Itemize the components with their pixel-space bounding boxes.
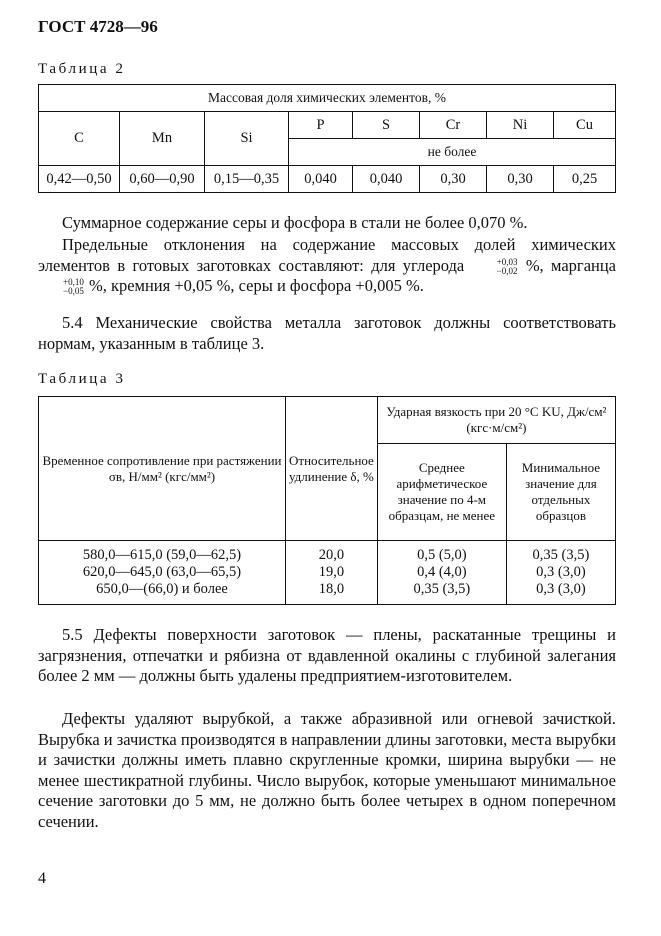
table2-row xyxy=(39,166,616,193)
table2-subheader: не более xyxy=(289,139,616,166)
table-cell: 0,3 (3,0) xyxy=(536,581,586,598)
table2-cell-s: 0,040 xyxy=(353,166,420,193)
table2-col-s: S xyxy=(353,112,420,139)
table-cell: 0,3 (3,0) xyxy=(536,564,586,581)
table2-group-header: Массовая доля химических элементов, % xyxy=(39,85,616,112)
table3-col-minimum: Минимальное значение для отдельных образцов xyxy=(506,444,615,541)
tolerance-paragraph xyxy=(38,235,616,297)
table-cell: 18,0 xyxy=(318,581,345,598)
table2-cell-cu: 0,25 xyxy=(554,166,616,193)
table-cell: 0,4 (4,0) xyxy=(417,564,467,581)
page-number: 4 xyxy=(38,870,46,887)
table3-strength-values xyxy=(39,541,286,605)
standard-header: ГОСТ 4728—96 xyxy=(38,17,158,36)
tolerance-text-a: Предельные отклонения на содержание массовых долей химических элементов в готовых заготовках составляют: для углерода xyxy=(38,235,616,275)
table-cell: 20,0 xyxy=(318,547,345,563)
table2-cell-p: 0,040 xyxy=(289,166,353,193)
table-cell: 580,0—615,0 (59,0—62,5) xyxy=(82,547,242,563)
table2-col-c: C xyxy=(39,112,120,166)
manganese-tolerance: +0,10 −0,05 xyxy=(63,277,84,297)
table3-elongation-values xyxy=(286,541,378,605)
mechanical-properties-paragraph: 5.4 Механические свойства металла заготовок должны соответствовать нормам, указанным в таблице 3. xyxy=(38,313,616,353)
table3-col-impact: Ударная вязкость при 20 °С KU, Дж/см² (кгс·м/см²) xyxy=(377,397,615,444)
table2-cell-ni: 0,30 xyxy=(487,166,554,193)
tolerance-text-b: %, марганца xyxy=(525,255,617,275)
table3-col-average: Среднее арифметическое значение по 4-м образцам, не менее xyxy=(377,444,506,541)
table2-col-mn: Mn xyxy=(120,112,205,166)
table2-col-cu: Cu xyxy=(554,112,616,139)
table-cell: 19,0 xyxy=(318,564,345,581)
carbon-tolerance: +0,03 −0,02 xyxy=(496,256,518,276)
surface-defects-paragraph: 5.5 Дефекты поверхности заготовок — плены, раскатанные трещины и загрязнения, отпечатки и рябизна от вдавленной окалины с глубиной залегания более 2 мм — должны быть удалены предприятием-изготовителем. xyxy=(38,625,616,685)
table-cell: 620,0—645,0 (63,0—65,5) xyxy=(82,564,242,581)
table2-col-cr: Cr xyxy=(420,112,487,139)
table3-col-strength: Временное сопротивление при растяжении σв, Н/мм² (кгс/мм²) xyxy=(39,397,286,541)
table3-minimum-values xyxy=(506,541,615,605)
table2-col-p: P xyxy=(289,112,353,139)
table2-col-si: Si xyxy=(205,112,289,166)
sulfur-phosphorus-paragraph: Суммарное содержание серы и фосфора в стали не более 0,070 %. xyxy=(62,213,528,232)
table-cell: 0,5 (5,0) xyxy=(417,547,467,563)
table2-caption: Таблица 2 xyxy=(38,61,126,77)
table2-cell-mn: 0,60—0,90 xyxy=(120,166,205,193)
table3-values-row xyxy=(39,541,616,605)
table2-cell-c: 0,42—0,50 xyxy=(39,166,120,193)
table-cell: 650,0—(66,0) и более xyxy=(96,581,228,598)
table2-cell-cr: 0,30 xyxy=(420,166,487,193)
defect-removal-paragraph: Дефекты удаляют вырубкой, а также абразивной или огневой зачисткой. Вырубка и зачистка производятся в направлении длины заготовки, места вырубки и зачистки должны иметь плавно скругленные кромки, ширина вырубки — не менее шестикратной глубины. Число вырубок, которые уменьшают минимальное сечение заготовки до 5 мм, не должно быть более четырех в одном поперечном сечении. xyxy=(38,709,616,831)
table3-caption: Таблица 3 xyxy=(38,371,126,387)
table2-col-ni: Ni xyxy=(487,112,554,139)
table2-cell-si: 0,15—0,35 xyxy=(205,166,289,193)
chemical-composition-table xyxy=(38,84,616,193)
table3-average-values xyxy=(377,541,506,605)
mechanical-properties-table xyxy=(38,396,616,605)
table3-col-elongation: Относительное удлинение δ, % xyxy=(286,397,378,541)
table-cell: 0,35 (3,5) xyxy=(532,547,590,563)
table-cell: 0,35 (3,5) xyxy=(413,581,471,598)
tolerance-text-c: %, кремния +0,05 %, серы и фосфора +0,005 %. xyxy=(88,276,424,295)
